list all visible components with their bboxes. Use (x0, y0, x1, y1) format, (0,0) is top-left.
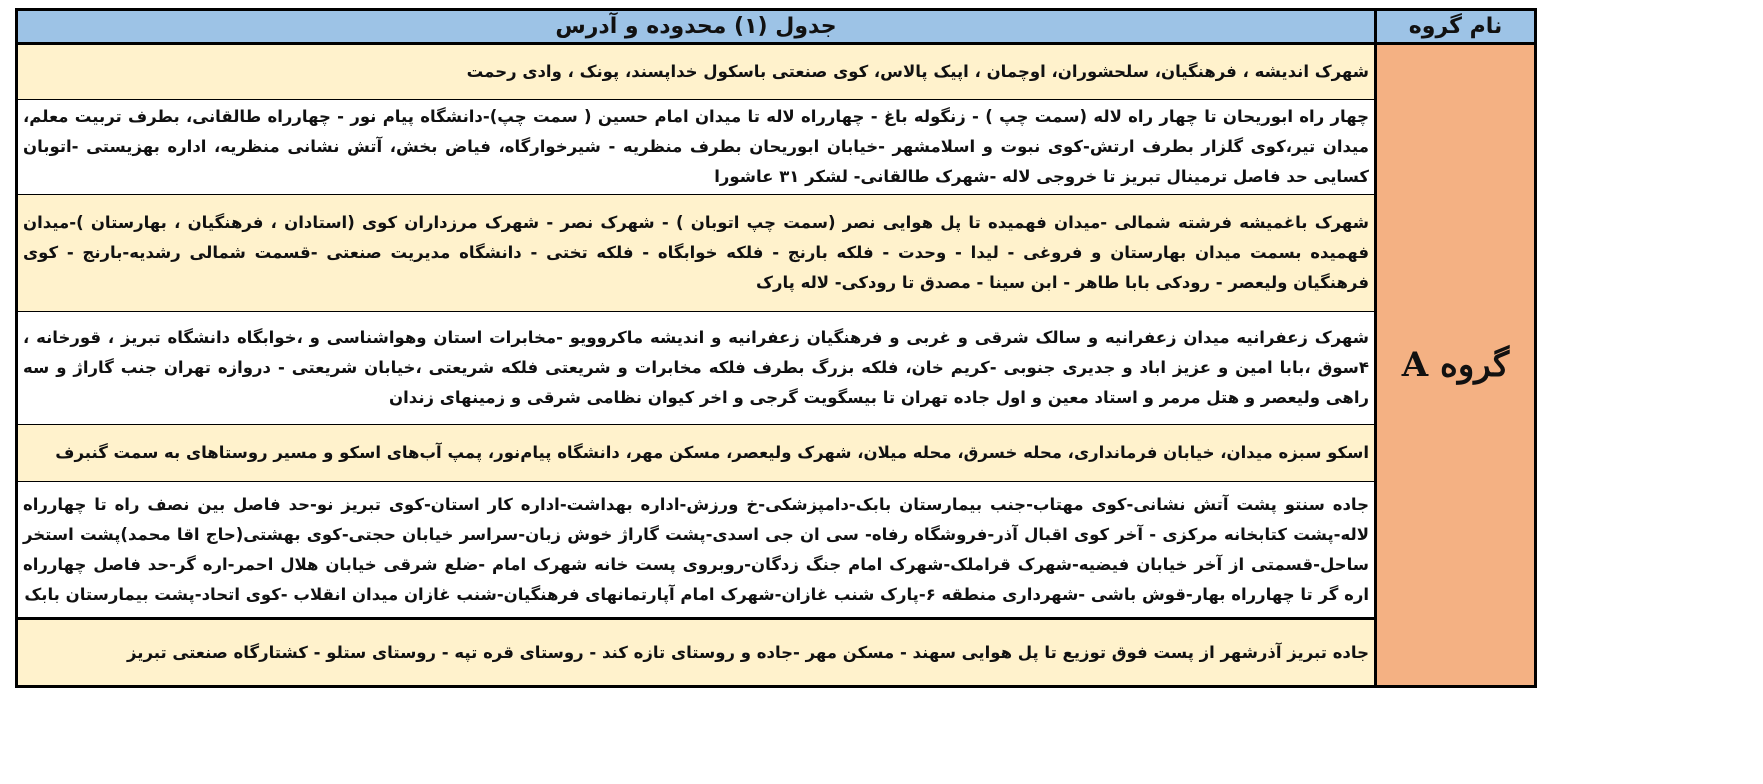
group-name-column-header: نام گروه (1374, 11, 1534, 45)
area-address-text: چهار راه ابوریحان تا چهار راه لاله (سمت چپ ) - زنگوله باغ - چهارراه لاله تا میدان امام حسین ( سمت چپ)-دانشگاه پیام نور - چهارراه طالقانی، بطرف تربیت معلم، میدان تیر،کوی گلزار بطرف ارتش-کوی نبوت و اسلامشهر -خیابان ابوریحان بطرف منظریه - شیرخوارگاه، فیاض بخش، آتش نشانی منظریه، اداره بهزیستی -اتوبان کسایی حد فاصل ترمینال تبریز تا خروجی لاله -شهرک طالقانی- لشکر ۳۱ عاشورا (23, 107, 1369, 186)
table-title-header: جدول (۱) محدوده و آدرس (18, 11, 1374, 45)
table-row (18, 100, 1374, 195)
area-address-text: شهرک زعفرانیه میدان زعفرانیه و سالک شرقی و غربی و فرهنگیان زعفرانیه و اندیشه ماکروویو -مخابرات استان وهواشناسی و ،خوابگاه دانشگاه تبریز ، قورخانه ، ۴سوق ،بابا امین و عزیز اباد و جدیری جنوبی -کریم خان، فلکه بزرگ بطرف فلکه مخابرات و شریعتی فلکه شریعتی ،خیابان شریعتی - دروازه تهران جنب گاراژ و سه راهی ولیعصر و هتل مرمر و استاد معین و اول جاده تهران تا بیسگویت گرجی و اخر کیوان نظامی شرقی و زمینهای زندان (23, 328, 1369, 407)
table-row (18, 425, 1374, 482)
area-address-text: شهرک اندیشه ، فرهنگیان، سلحشوران، اوچمان ، اپیک پالاس، کوی صنعتی باسکول خداپسند، پونک ، وادی رحمت (466, 62, 1369, 81)
area-address-text: جاده سنتو پشت آتش نشانی-کوی مهتاب-جنب بیمارستان بابک-دامپزشکی-خ ورزش-اداره بهداشت-اداره کار استان-کوی تبریز نو-حد فاصل بین نصف راه تا چهارراه لاله-پشت کتابخانه مرکزی - آخر کوی اقبال آذر-فروشگاه رفاه- سی ان جی اسدی-پشت گاراژ خوش زبان-سراسر خیابان حجتی-کوی بهشتی(حاج اقا محمد)پشت استخر ساحل-قسمتی از آخر خیابان فیضیه-شهرک قراملک-شهرک امام جنگ زدگان-روبروی پست خانه شهرک امام -ضلع شرقی خیابان هلال احمر-اره گر-حد فاصل چهارراه اره گر تا چهارراه بهار-قوش باشی -شهرداری منطقه ۶-پارک شنب غازان-شهرک امام آپارتمانهای فرهنگیان-شنب غازان میدان انقلاب -کوی اتحاد-پشت بیمارستان بابک (23, 494, 1369, 604)
table-row (18, 482, 1374, 620)
table-row (18, 45, 1374, 100)
area-address-text: اسکو سبزه میدان، خیابان فرمانداری، محله خسرق، محله میلان، شهرک ولیعصر، مسکن مهر، دانشگاه پیام‌نور، پمپ آب‌های اسکو و مسیر روستاهای به سمت گنبرف (55, 443, 1369, 462)
area-address-text: جاده تبریز آذرشهر از پست فوق توزیع تا پل هوایی سهند - مسکن مهر -جاده و روستای تازه کند - روستای قره تپه - روستای ستلو - کشتارگاه صنعتی تبریز (126, 642, 1369, 662)
group-name-cell: گروه A (1374, 45, 1534, 685)
area-address-text: شهرک باغمیشه فرشته شمالی -میدان فهمیده تا پل هوایی نصر (سمت چپ اتوبان ) - شهرک نصر - شهرک مرزداران کوی (استادان ، فرهنگیان ، بهارستان )-میدان فهمیده بسمت میدان بهارستان و فروغی - لیدا - وحدت - فلکه بارنج - فلکه خوابگاه - فلکه تختی - دانشگاه مدیریت صنعتی -قسمت شمالی رشدیه-بارنج - کوی فرهنگیان ولیعصر - رودکی بابا طاهر - ابن سینا - مصدق تا رودکی- لاله پارک (23, 213, 1369, 292)
table-row (18, 620, 1374, 685)
table-row (18, 195, 1374, 312)
address-table (15, 8, 1537, 688)
table-row (18, 312, 1374, 425)
